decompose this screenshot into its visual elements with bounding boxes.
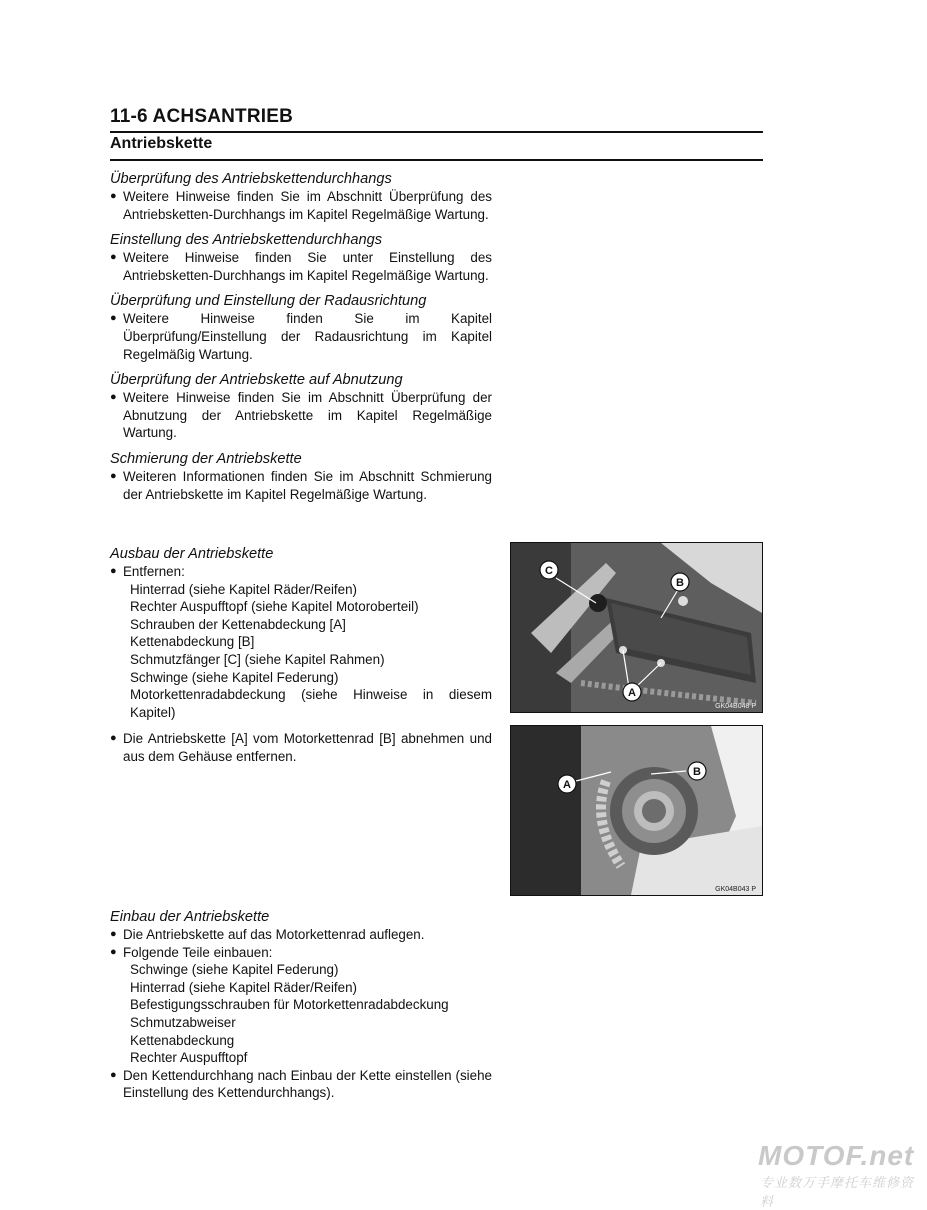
bullet-item: ● Die Antriebskette auf das Motorkettenrad auflegen. xyxy=(110,926,492,944)
list-item: Motorkettenradabdeckung (siehe Hinweise in diesem Kapitel) xyxy=(130,687,492,720)
callout-label: A xyxy=(628,687,636,699)
bullet-item: ● Weitere Hinweise finden Sie unter Einstellung des Antriebsketten-Durchhangs im Kapitel Regelmäßige Wartung. xyxy=(110,249,492,284)
bullet-item: ● Weitere Hinweise finden Sie im Abschnitt Überprüfung der Abnutzung der Antriebskette im Kapitel Regelmäßige Wartung. xyxy=(110,389,492,442)
section-rule xyxy=(110,159,763,161)
watermark-tagline: 专业数万手摩托车维修资料 xyxy=(760,1175,915,1209)
list-item: Schwinge (siehe Kapitel Federung) xyxy=(130,669,339,685)
watermark-logo: MOTOF.net xyxy=(758,1140,915,1171)
subsection-title: Ausbau der Antriebskette xyxy=(110,546,274,562)
sprocket-photo xyxy=(511,726,762,895)
subsection-title: Überprüfung der Antriebskette auf Abnutzung xyxy=(110,372,403,389)
list-item: Befestigungsschrauben für Motorkettenradabdeckung xyxy=(130,997,449,1013)
subsection-title: Einbau der Antriebskette xyxy=(110,909,270,925)
list-item: Schmutzabweiser xyxy=(130,1014,236,1030)
section-title: Antriebskette xyxy=(110,135,213,152)
figure-sprocket xyxy=(510,725,763,896)
list-item: Rechter Auspufftopf (siehe Kapitel Motoroberteil) xyxy=(130,599,419,615)
callout-label: B xyxy=(693,766,701,778)
list-item: Kettenabdeckung [B] xyxy=(130,634,255,650)
chain-cover-photo xyxy=(511,543,762,712)
list-item: Kettenabdeckung xyxy=(130,1032,235,1048)
list-item: Rechter Auspufftopf xyxy=(130,1050,248,1066)
removal-procedure xyxy=(110,545,492,766)
install-procedure xyxy=(110,908,492,1102)
bullet-item: ● Den Kettendurchhang nach Einbau der Kette einstellen (siehe Einstellung des Kettendurchhangs). xyxy=(110,1067,492,1102)
list-item: Schmutzfänger [C] (siehe Kapitel Rahmen) xyxy=(130,651,385,667)
bullet-item: ● Weiteren Informationen finden Sie im Abschnitt Schmierung der Antriebskette im Kapitel Regelmäßige Wartung. xyxy=(110,468,492,503)
header-rule xyxy=(110,131,763,133)
service-notes xyxy=(110,170,492,503)
subsection-title: Überprüfung des Antriebskettendurchhangs xyxy=(110,171,392,187)
list-item: Hinterrad (siehe Kapitel Räder/Reifen) xyxy=(130,979,358,995)
bullet-item: ● Entfernen: xyxy=(110,563,492,581)
list-item: Schrauben der Kettenabdeckung [A] xyxy=(130,616,346,632)
bullet-item: ● Folgende Teile einbauen: xyxy=(110,944,492,962)
subsection-title: Überprüfung und Einstellung der Radausrichtung xyxy=(110,293,427,310)
list-item: Hinterrad (siehe Kapitel Räder/Reifen) xyxy=(130,581,358,597)
chapter-title: 11-6 ACHSANTRIEB xyxy=(110,106,294,127)
callout-label: A xyxy=(563,779,571,791)
bullet-item: ● Die Antriebskette [A] vom Motorkettenrad [B] abnehmen und aus dem Gehäuse entfernen. xyxy=(110,730,492,765)
bullet-item: ● Weitere Hinweise finden Sie im Kapitel Überprüfung/Einstellung der Radausrichtung im Kapitel Regelmäßig Wartung. xyxy=(110,310,492,363)
subsection-title: Einstellung des Antriebskettendurchhangs xyxy=(110,232,383,249)
callout-label: C xyxy=(545,565,553,577)
figure-chain-cover xyxy=(510,542,763,713)
figure-code: GK04B048 P xyxy=(715,703,756,710)
subsection-title: Schmierung der Antriebskette xyxy=(110,450,302,467)
bullet-item: ● Weitere Hinweise finden Sie im Abschnitt Überprüfung des Antriebsketten-Durchhangs im Kapitel Regelmäßige Wartung. xyxy=(110,188,492,223)
figure-code: GK04B043 P xyxy=(715,886,756,893)
list-item: Schwinge (siehe Kapitel Federung) xyxy=(130,962,339,978)
callout-label: B xyxy=(676,577,684,589)
